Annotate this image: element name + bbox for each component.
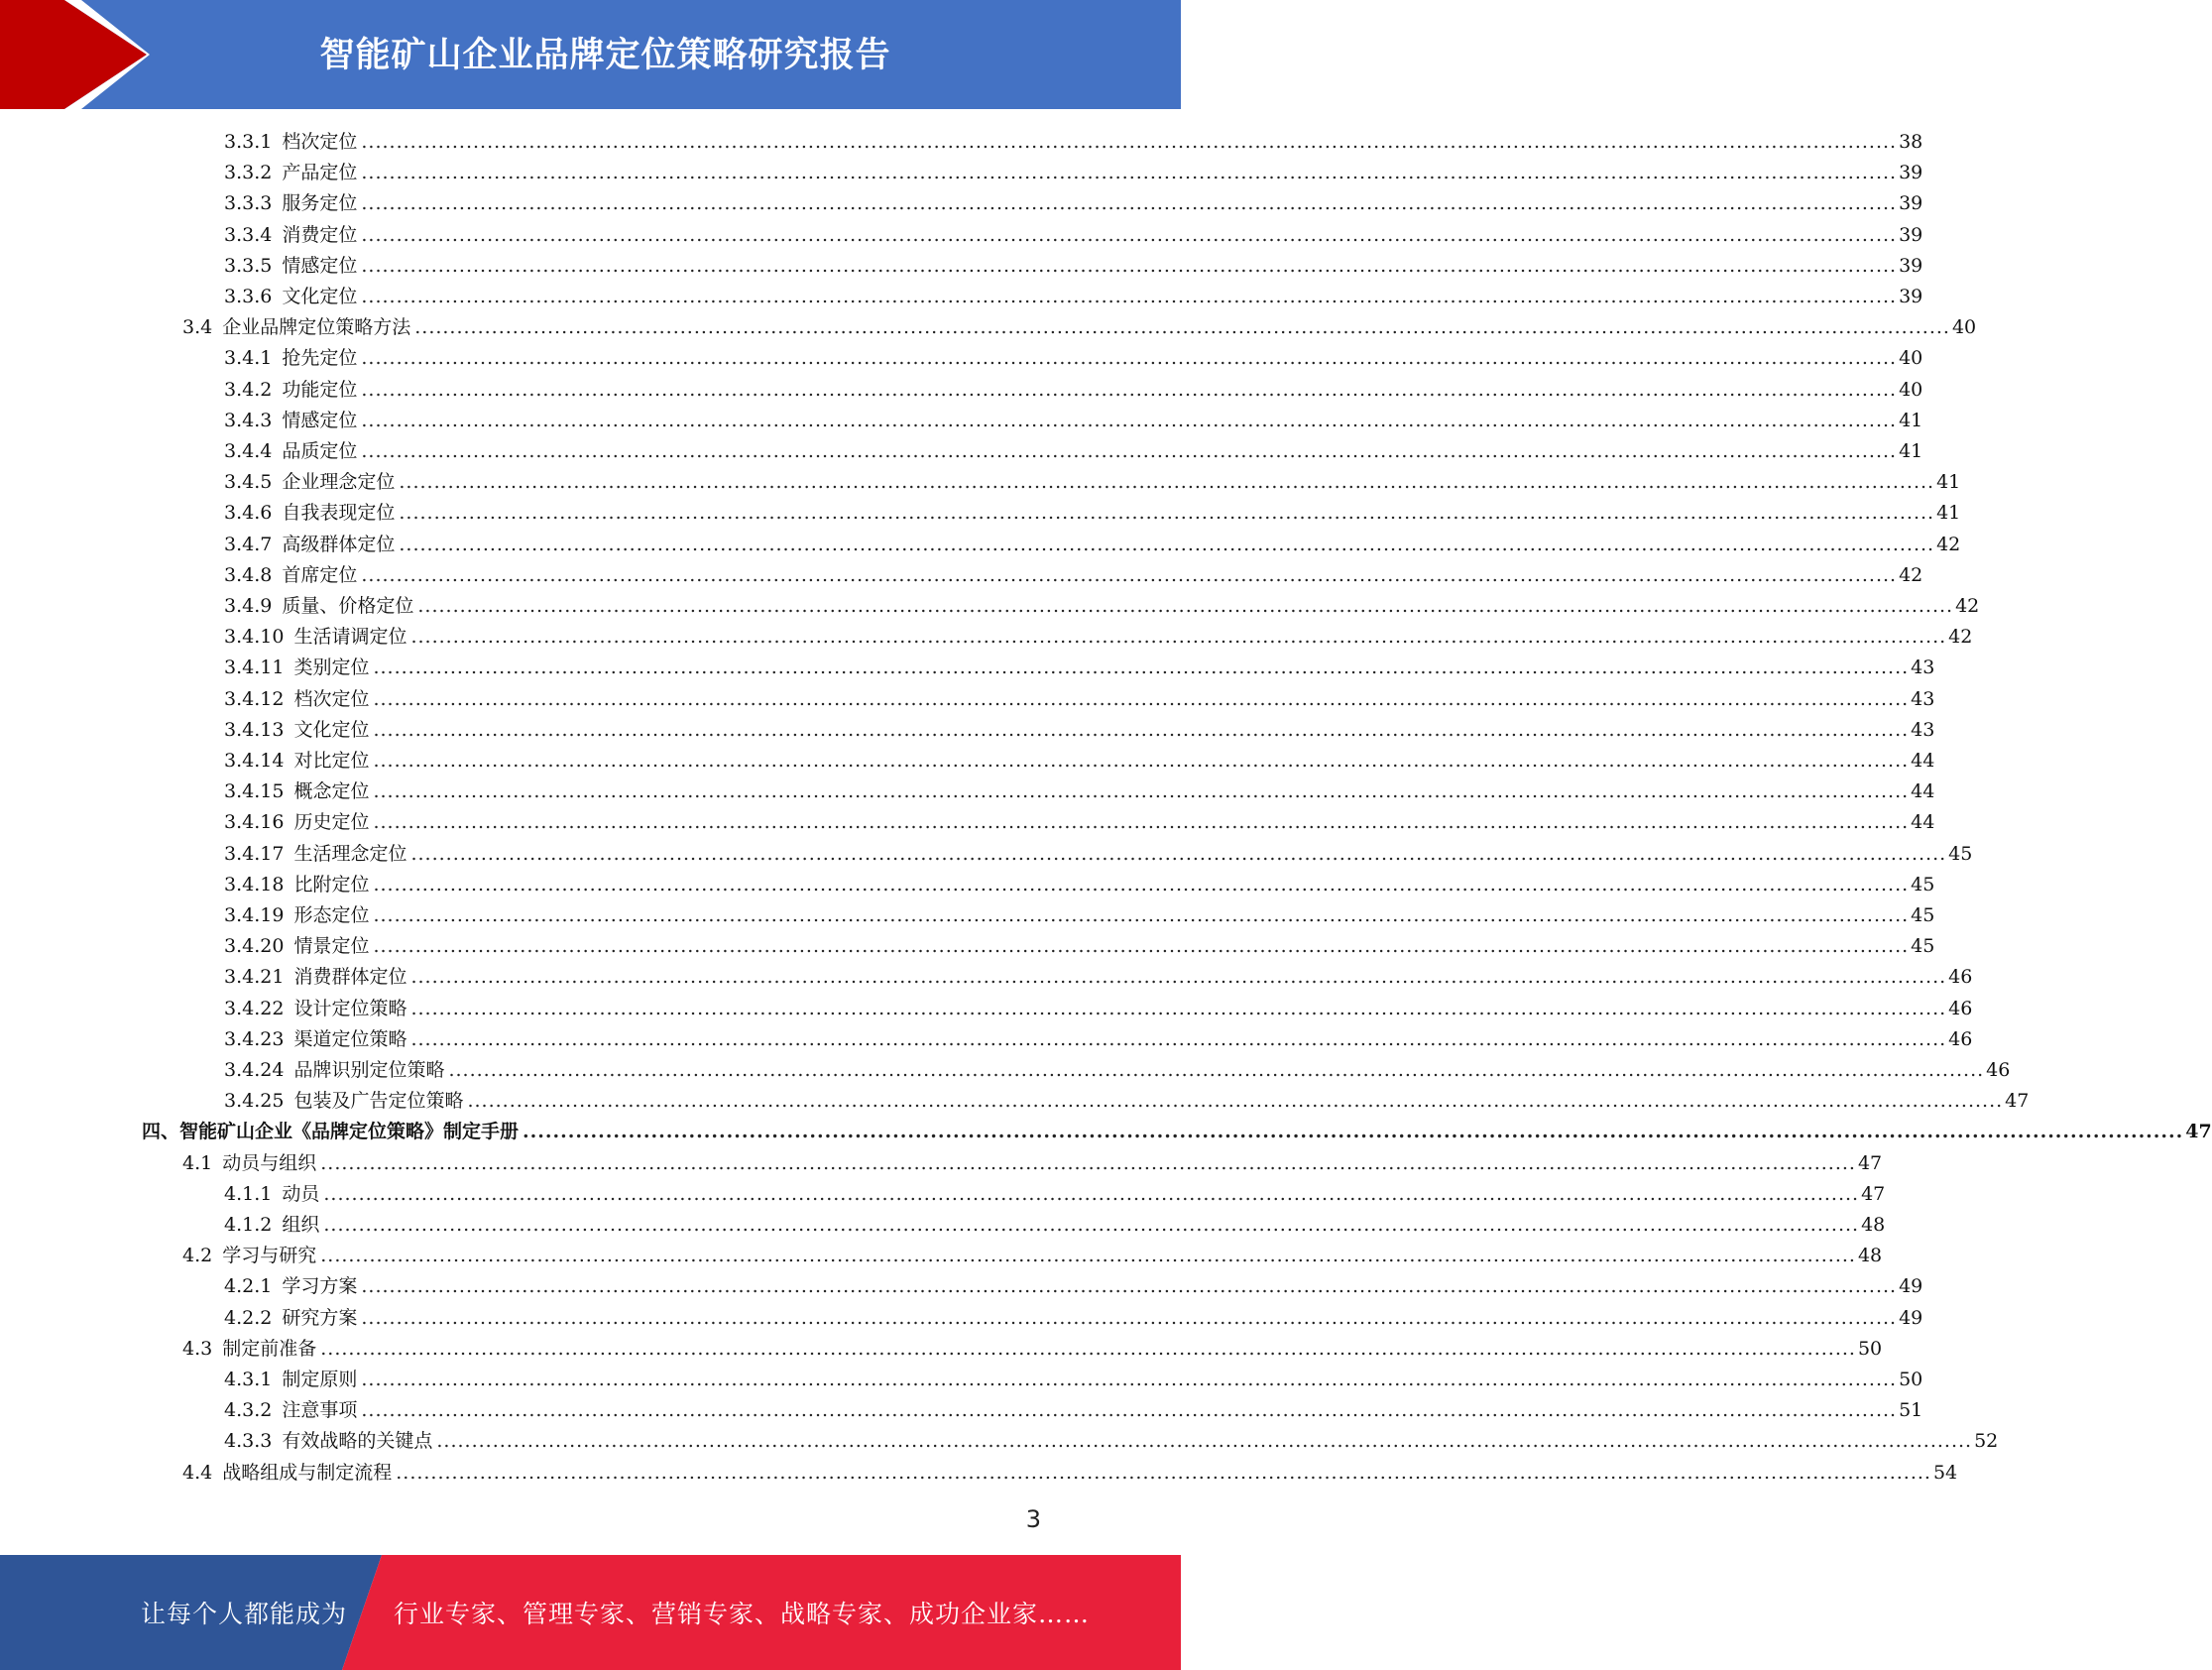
toc-entry[interactable] — [224, 1303, 1923, 1334]
toc-entry-number: 3.4.5 — [224, 471, 273, 494]
toc-entry-page: 48 — [1857, 1245, 1883, 1267]
toc-entry-number: 4.1 — [182, 1151, 213, 1174]
toc-entry-title: 档次定位 — [282, 131, 358, 153]
toc-entry[interactable] — [224, 746, 1935, 776]
toc-entry[interactable] — [224, 653, 1935, 683]
toc-entry-number: 3.4.9 — [224, 595, 273, 617]
toc-entry[interactable] — [224, 1210, 1886, 1241]
toc-entry[interactable] — [182, 1458, 1958, 1489]
toc-entry-title: 自我表现定位 — [282, 502, 396, 525]
toc-entry-page: 41 — [1899, 440, 1923, 462]
toc-entry[interactable] — [224, 1086, 2030, 1117]
toc-entry-page: 40 — [1951, 316, 1977, 339]
toc-entry[interactable] — [224, 1395, 1923, 1426]
toc-entry-number: 3.4.3 — [224, 409, 273, 431]
toc-entry-page: 45 — [1911, 904, 1935, 926]
toc-entry-number: 4.2.1 — [224, 1275, 273, 1298]
toc-entry-title: 有效战略的关键点 — [282, 1430, 433, 1453]
toc-entry-number: 3.3.5 — [224, 254, 273, 277]
toc-entry-page: 43 — [1911, 718, 1935, 741]
toc-entry-page: 44 — [1911, 750, 1935, 772]
toc-entry[interactable] — [224, 220, 1923, 251]
toc-leader-dots: ............................................................................................................................................................................................................................ — [361, 162, 1898, 184]
toc-entry[interactable] — [224, 807, 1935, 838]
toc-entry-number: 4.1.2 — [224, 1214, 273, 1236]
toc-entry-number: 3.4.17 — [224, 842, 285, 865]
toc-leader-dots: ............................................................................................................................................................................................................................ — [410, 1027, 1947, 1050]
toc-entry-page: 45 — [1948, 842, 1973, 865]
toc-entry-page: 50 — [1857, 1337, 1883, 1360]
toc-entry-title: 消费定位 — [282, 223, 358, 246]
toc-entry-title: 生活理念定位 — [293, 842, 407, 865]
toc-entry-title: 文化定位 — [282, 286, 358, 307]
toc-entry-title: 学习与研究 — [222, 1245, 317, 1267]
toc-leader-dots: ............................................................................................................................................................................................................................ — [399, 502, 1935, 525]
toc-entry-number: 3.4.7 — [224, 533, 273, 555]
toc-entry-title: 情景定位 — [293, 935, 370, 958]
toc-entry-title: 学习方案 — [282, 1275, 358, 1298]
document-title: 智能矿山企业品牌定位策略研究报告 — [319, 36, 891, 75]
toc-entry-page: 39 — [1899, 223, 1923, 246]
toc-entry-number: 3.4.12 — [224, 687, 285, 710]
toc-entry[interactable] — [224, 467, 1961, 498]
toc-entry-number: 4.1.1 — [224, 1182, 273, 1205]
toc-entry-title: 类别定位 — [293, 656, 370, 679]
toc-entry-number: 3.4.21 — [224, 966, 285, 989]
toc-entry-number: 3.4.8 — [224, 563, 273, 586]
toc-entry-page: 50 — [1899, 1369, 1923, 1390]
toc-leader-dots: ............................................................................................................................................................................................................................ — [361, 440, 1898, 462]
toc-entry[interactable] — [182, 1241, 1883, 1271]
toc-entry-title: 战略组成与制定流程 — [222, 1461, 393, 1484]
toc-leader-dots: ............................................................................................................................................................................................................................ — [396, 1461, 1931, 1484]
toc-entry-title: 抢先定位 — [282, 347, 358, 370]
toc-entry[interactable] — [224, 591, 1980, 622]
toc-entry-page: 47 — [1857, 1151, 1883, 1174]
toc-entry-number: 3.4.11 — [224, 656, 285, 679]
toc-entry[interactable] — [224, 436, 1923, 467]
toc-entry-number: 4.2.2 — [224, 1306, 273, 1329]
toc-leader-dots: ............................................................................................................................................................................................................................ — [361, 347, 1898, 370]
toc-entry-number: 4.4 — [182, 1461, 213, 1484]
toc-leader-dots: ............................................................................................................................................................................................................................ — [467, 1090, 2004, 1113]
toc-entry-page: 47 — [2185, 1121, 2212, 1143]
toc-entry-page: 49 — [1899, 1306, 1923, 1329]
toc-entry-title: 服务定位 — [282, 192, 358, 215]
toc-entry[interactable] — [224, 900, 1935, 931]
toc-leader-dots: ............................................................................................................................................................................................................................ — [361, 563, 1898, 586]
toc-entry[interactable] — [182, 1334, 1883, 1365]
toc-entry-page: 52 — [1974, 1430, 1999, 1453]
toc-entry-title: 品牌识别定位策略 — [293, 1059, 445, 1081]
toc-entry[interactable] — [224, 776, 1935, 807]
toc-leader-dots: ............................................................................................................................................................................................................................ — [320, 1245, 1856, 1267]
toc-leader-dots: ............................................................................................................................................................................................................................ — [361, 1399, 1898, 1422]
toc-entry-number: 3.4.15 — [224, 780, 285, 803]
toc-entry-title: 消费群体定位 — [293, 966, 407, 989]
toc-entry-number: 3.3.3 — [224, 192, 273, 215]
toc-entry[interactable] — [224, 1426, 1999, 1457]
toc-entry-title: 产品定位 — [282, 162, 358, 184]
toc-entry-page: 46 — [1948, 966, 1973, 989]
toc-leader-dots: ............................................................................................................................................................................................................................ — [414, 316, 1950, 339]
toc-entry-title: 注意事项 — [282, 1399, 358, 1422]
toc-entry-title: 文化定位 — [293, 718, 370, 741]
toc-entry[interactable] — [224, 684, 1935, 715]
toc-entry[interactable] — [224, 251, 1923, 282]
toc-entry-page: 40 — [1899, 347, 1923, 370]
toc-leader-dots: ............................................................................................................................................................................................................................ — [436, 1430, 1973, 1453]
toc-entry-title: 比附定位 — [293, 873, 370, 895]
toc-entry-title: 质量、价格定位 — [282, 595, 414, 617]
toc-entry[interactable] — [224, 839, 1973, 870]
toc-entry[interactable] — [224, 1024, 1973, 1055]
toc-entry-title: 历史定位 — [293, 811, 370, 834]
toc-entry-number: 4.3.2 — [224, 1399, 273, 1422]
toc-entry[interactable] — [224, 962, 1973, 993]
toc-leader-dots: ............................................................................................................................................................................................................................ — [320, 1151, 1856, 1174]
toc-leader-dots: ............................................................................................................................................................................................................................ — [399, 471, 1935, 494]
toc-entry-number: 4.3.1 — [224, 1369, 273, 1390]
toc-entry-number: 3.4.19 — [224, 904, 285, 926]
toc-entry-page: 38 — [1899, 131, 1923, 153]
toc-leader-dots: ............................................................................................................................................................................................................................ — [373, 904, 1910, 926]
toc-entry-title: 研究方案 — [282, 1306, 358, 1329]
toc-entry-title: 对比定位 — [293, 750, 370, 772]
toc-entry-number: 3.4.13 — [224, 718, 285, 741]
toc-leader-dots: ............................................................................................................................................................................................................................ — [410, 997, 1947, 1019]
toc-entry-title: 制定前准备 — [222, 1337, 317, 1360]
toc-leader-dots: ............................................................................................................................................................................................................................ — [373, 687, 1910, 710]
toc-entry[interactable] — [182, 1148, 1883, 1179]
toc-entry-page: 40 — [1899, 378, 1923, 401]
toc-leader-dots: ............................................................................................................................................................................................................................ — [373, 718, 1910, 741]
toc-entry-number: 3.4.22 — [224, 997, 285, 1019]
toc-leader-dots: ............................................................................................................................................................................................................................ — [323, 1182, 1860, 1205]
toc-entry-number: 4.2 — [182, 1245, 213, 1267]
toc-entry-page: 48 — [1861, 1214, 1886, 1236]
toc-leader-dots: ............................................................................................................................................................................................................................ — [417, 595, 1954, 617]
toc-entry-number: 4.3.3 — [224, 1430, 273, 1453]
toc-entry-page: 42 — [1955, 595, 1980, 617]
toc-entry-title: 首席定位 — [282, 563, 358, 586]
page-header — [0, 0, 1181, 109]
toc-entry-page: 43 — [1911, 687, 1935, 710]
toc-entry-page: 45 — [1911, 935, 1935, 958]
toc-entry[interactable] — [224, 498, 1961, 529]
toc-entry-number: 3.3.4 — [224, 223, 273, 246]
toc-entry-page: 42 — [1948, 626, 1973, 649]
toc-leader-dots: ............................................................................................................................................................................................................................ — [373, 935, 1910, 958]
toc-entry-title: 渠道定位策略 — [293, 1027, 407, 1050]
toc-leader-dots: ............................................................................................................................................................................................................................ — [323, 1214, 1860, 1236]
toc-entry[interactable] — [224, 530, 1961, 560]
toc-leader-dots: ............................................................................................................................................................................................................................ — [361, 286, 1898, 307]
toc-entry-title: 情感定位 — [282, 254, 358, 277]
toc-entry-page: 47 — [1861, 1182, 1886, 1205]
toc-entry-page: 44 — [1911, 780, 1935, 803]
toc-entry[interactable] — [224, 127, 1923, 158]
toc-entry-number: 3.4.20 — [224, 935, 285, 958]
toc-entry-number: 3.4.24 — [224, 1059, 285, 1081]
toc-entry-page: 54 — [1932, 1461, 1958, 1484]
toc-leader-dots: ............................................................................................................................................................................................................................ — [361, 409, 1898, 431]
toc-leader-dots: ............................................................................................................................................................................................................................ — [410, 626, 1947, 649]
toc-entry-number: 3.4.4 — [224, 440, 273, 462]
toc-entry-title: 动员 — [282, 1182, 320, 1205]
toc-entry-title: 高级群体定位 — [282, 533, 396, 555]
toc-entry-title: 设计定位策略 — [293, 997, 407, 1019]
toc-entry-page: 39 — [1899, 192, 1923, 215]
toc-entry-number: 3.4.14 — [224, 750, 285, 772]
toc-entry[interactable] — [224, 870, 1935, 900]
toc-entry-page: 43 — [1911, 656, 1935, 679]
toc-leader-dots: ............................................................................................................................................................................................................................ — [523, 1121, 2184, 1143]
toc-entry-page: 49 — [1899, 1275, 1923, 1298]
toc-leader-dots: ............................................................................................................................................................................................................................ — [361, 131, 1898, 153]
toc-entry-title: 功能定位 — [282, 378, 358, 401]
toc-entry[interactable] — [182, 312, 1977, 343]
toc-entry[interactable] — [224, 715, 1935, 746]
toc-entry[interactable] — [224, 1365, 1923, 1395]
toc-entry[interactable] — [224, 375, 1923, 406]
toc-entry-number: 3.4.23 — [224, 1027, 285, 1050]
toc-entry-number: 3.4 — [182, 316, 213, 339]
toc-leader-dots: ............................................................................................................................................................................................................................ — [361, 1306, 1898, 1329]
toc-leader-dots: ............................................................................................................................................................................................................................ — [361, 223, 1898, 246]
toc-leader-dots: ............................................................................................................................................................................................................................ — [361, 378, 1898, 401]
toc-entry-title: 档次定位 — [293, 687, 370, 710]
toc-entry-number: 3.4.1 — [224, 347, 273, 370]
toc-entry-number: 3.3.1 — [224, 131, 273, 153]
toc-entry-number: 3.3.6 — [224, 286, 273, 307]
footer-slogan: 让每个人都能成为 — [141, 1600, 348, 1628]
toc-entry-title: 四、智能矿山企业《品牌定位策略》制定手册 — [142, 1121, 520, 1143]
toc-entry-title: 包装及广告定位策略 — [293, 1090, 464, 1113]
toc-entry-title: 企业理念定位 — [282, 471, 396, 494]
toc-entry-page: 45 — [1911, 873, 1935, 895]
toc-entry-title: 企业品牌定位策略方法 — [222, 316, 411, 339]
toc-entry-page: 41 — [1899, 409, 1923, 431]
toc-entry-number: 3.4.2 — [224, 378, 273, 401]
toc-entry-number: 3.4.10 — [224, 626, 285, 649]
toc-leader-dots: ............................................................................................................................................................................................................................ — [373, 750, 1910, 772]
toc-entry-number: 4.3 — [182, 1337, 213, 1360]
footer-roles: 行业专家、管理专家、营销专家、战略专家、成功企业家…… — [394, 1600, 1091, 1628]
toc-entry-page: 44 — [1911, 811, 1935, 834]
toc-entry-page: 42 — [1899, 563, 1923, 586]
toc-entry[interactable] — [224, 1271, 1923, 1302]
toc-entry-number: 3.4.6 — [224, 502, 273, 525]
toc-leader-dots: ............................................................................................................................................................................................................................ — [399, 533, 1935, 555]
toc-leader-dots: ............................................................................................................................................................................................................................ — [448, 1059, 1985, 1081]
toc-entry[interactable] — [142, 1117, 2212, 1147]
toc-entry-page: 41 — [1936, 502, 1961, 525]
page-footer — [0, 1555, 1181, 1670]
toc-entry-title: 动员与组织 — [222, 1151, 317, 1174]
toc-leader-dots: ............................................................................................................................................................................................................................ — [361, 192, 1898, 215]
toc-leader-dots: ............................................................................................................................................................................................................................ — [373, 656, 1910, 679]
toc-entry-page: 39 — [1899, 162, 1923, 184]
toc-entry[interactable] — [224, 622, 1973, 653]
toc-entry-title: 概念定位 — [293, 780, 370, 803]
toc-entry-title: 生活请调定位 — [293, 626, 407, 649]
toc-leader-dots: ............................................................................................................................................................................................................................ — [373, 780, 1910, 803]
toc-entry-number: 3.4.16 — [224, 811, 285, 834]
toc-entry-page: 46 — [1986, 1059, 2011, 1081]
toc-entry-title: 组织 — [282, 1214, 320, 1236]
toc-entry[interactable] — [224, 1055, 2011, 1086]
toc-entry[interactable] — [224, 188, 1923, 219]
toc-entry[interactable] — [224, 343, 1923, 374]
toc-entry-title: 形态定位 — [293, 904, 370, 926]
toc-entry-title: 品质定位 — [282, 440, 358, 462]
toc-leader-dots: ............................................................................................................................................................................................................................ — [410, 966, 1947, 989]
page-number: 3 — [1025, 1505, 1041, 1533]
toc-leader-dots: ............................................................................................................................................................................................................................ — [361, 1369, 1898, 1390]
toc-entry-page: 51 — [1899, 1399, 1923, 1422]
toc-entry[interactable] — [224, 994, 1973, 1024]
toc-entry-page: 47 — [2005, 1090, 2030, 1113]
toc-entry-page: 46 — [1948, 997, 1973, 1019]
toc-entry[interactable] — [224, 560, 1923, 591]
toc-leader-dots: ............................................................................................................................................................................................................................ — [361, 1275, 1898, 1298]
toc-entry-page: 41 — [1936, 471, 1961, 494]
toc-entry-number: 3.3.2 — [224, 162, 273, 184]
toc-entry-title: 情感定位 — [282, 409, 358, 431]
toc-entry-number: 3.4.25 — [224, 1090, 285, 1113]
toc-leader-dots: ............................................................................................................................................................................................................................ — [373, 811, 1910, 834]
toc-entry[interactable] — [224, 406, 1923, 436]
toc-entry-page: 39 — [1899, 286, 1923, 307]
toc-entry[interactable] — [224, 1179, 1886, 1210]
toc-entry-page: 39 — [1899, 254, 1923, 277]
toc-entry-page: 42 — [1936, 533, 1961, 555]
toc-leader-dots: ............................................................................................................................................................................................................................ — [373, 873, 1910, 895]
toc-entry[interactable] — [224, 282, 1923, 312]
toc-entry-number: 3.4.18 — [224, 873, 285, 895]
toc-entry-page: 46 — [1948, 1027, 1973, 1050]
toc-entry[interactable] — [224, 158, 1923, 188]
toc-leader-dots: ............................................................................................................................................................................................................................ — [361, 254, 1898, 277]
toc-leader-dots: ............................................................................................................................................................................................................................ — [320, 1337, 1856, 1360]
toc-entry[interactable] — [224, 931, 1935, 962]
toc-leader-dots: ............................................................................................................................................................................................................................ — [410, 842, 1947, 865]
toc-entry-title: 制定原则 — [282, 1369, 358, 1390]
